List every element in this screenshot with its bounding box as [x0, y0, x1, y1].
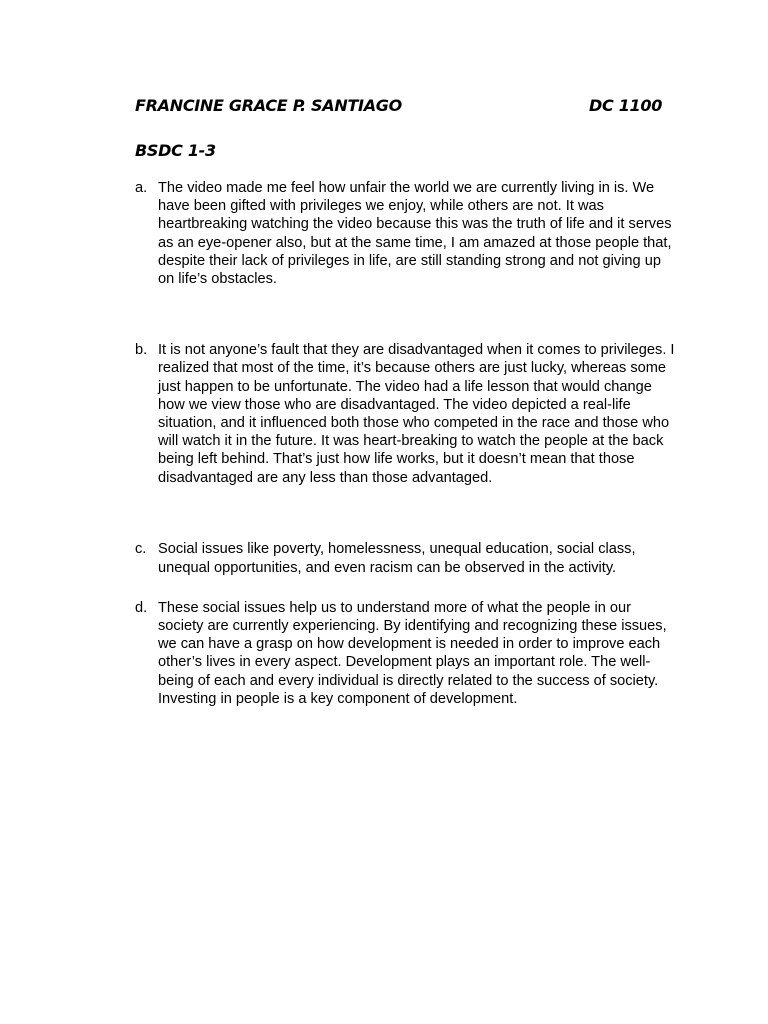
answer-item-b: [135, 341, 680, 487]
answer-marker: c.: [135, 540, 147, 557]
answer-text: The video made me feel how unfair the world we are currently living in is. We have been gifted with privileges we enjoy, while others are not. It was heartbreaking watching the video because this was the truth of life and it serves as an eye-opener also, but at the same time, I am amazed at those people that, despite their lack of privileges in life, are still standing strong and not giving up on life’s obstacles.: [158, 180, 672, 288]
answer-item-a: [135, 179, 680, 288]
author-name: FRANCINE GRACE P. SANTIAGO: [135, 96, 402, 115]
answer-text: These social issues help us to understand more of what the people in our society are currently experiencing. By identifying and recognizing these issues, we can have a grasp on how development is needed in order to improve each other’s lives in every aspect. Development plays an important role. The well-being of each and every individual is directly related to the success of society. Investing in people is a key component of development.: [158, 599, 667, 707]
answer-marker: b.: [135, 342, 148, 359]
course-code: DC 1100: [589, 96, 663, 115]
answer-text: Social issues like poverty, homelessness, unequal education, social class, unequal opportunities, and even racism can be observed in the activity.: [158, 540, 636, 577]
answer-marker: a.: [135, 180, 148, 196]
answer-item-d: [135, 599, 680, 708]
answer-text: It is not anyone’s fault that they are disadvantaged when it comes to privileges. I realized that most of the time, it’s because others are just lucky, whereas some just happen to be unfortunate. The video had a life lesson that would change how we view those who are disadvantaged. The video depicted a real-life situation, and it influenced both those who competed in the race and those who will watch it in the future. It was heart-breaking to watch the people at the back being left behind. That’s just how life works, but it doesn’t mean that those disadvantaged are any less than those advantaged.: [158, 342, 675, 486]
answer-list: [135, 179, 680, 708]
answer-item-c: [135, 540, 680, 579]
class-section: BSDC 1-3: [135, 141, 216, 160]
answer-marker: d.: [135, 599, 148, 616]
